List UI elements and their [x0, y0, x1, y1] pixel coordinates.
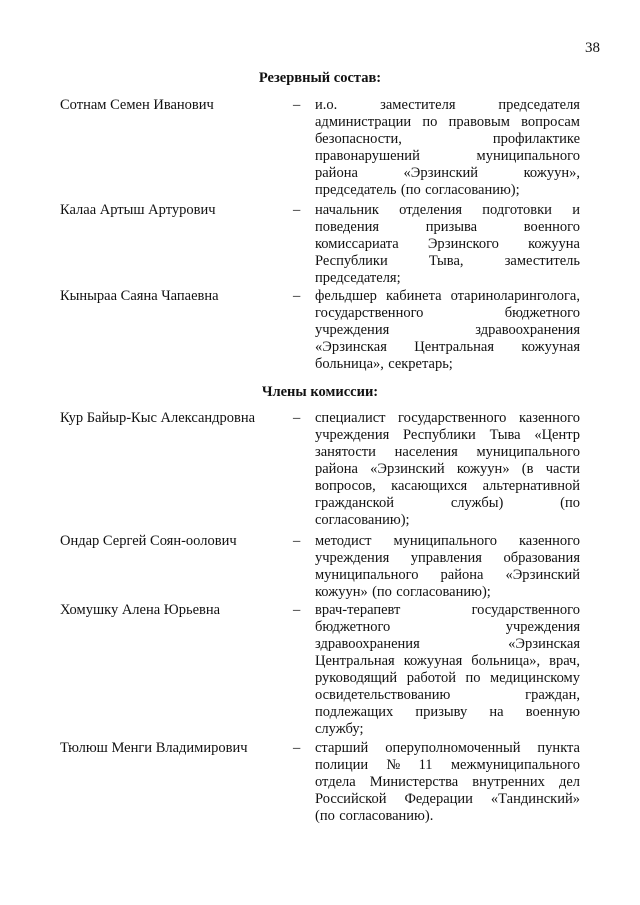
member-name: Кур Байыр-Кыс Александровна [60, 410, 256, 426]
role-line: согласованию); [315, 512, 410, 528]
role-line: полиции № 11 межмуниципального [315, 757, 580, 773]
member-name: Сотнам Семен Иванович [60, 97, 214, 113]
role-line: методист муниципального казенного [315, 533, 580, 549]
entry-dash: – [293, 740, 301, 756]
role-line: Центральная кожууная больница», врач, [315, 653, 580, 669]
entry-dash: – [293, 202, 301, 218]
role-line: безопасности, профилактике [315, 131, 580, 147]
role-line: отдела Министерства внутренних дел [315, 774, 580, 790]
role-line: специалист государственного казенного [315, 410, 580, 426]
entry-dash: – [293, 602, 301, 618]
member-name: Калаа Артыш Артурович [60, 202, 216, 218]
role-line: кожуун» (по согласованию); [315, 584, 491, 600]
role-line: врач-терапевт государственного [315, 602, 580, 618]
member-name: Хомушку Алена Юрьевна [60, 602, 221, 618]
role-line: и.о. заместителя председателя [315, 97, 580, 113]
entry-dash: – [293, 533, 301, 549]
role-line: здравоохранения «Эрзинская [315, 636, 580, 652]
role-line: учреждения Республики Тыва «Центр [315, 427, 580, 443]
role-line: гражданской службы) (по [315, 495, 580, 511]
entry-dash: – [293, 97, 301, 113]
member-name: Ондар Сергей Соян-оолович [60, 533, 237, 549]
role-line: правонарушений муниципального [315, 148, 580, 164]
role-line: председатель (по согласованию); [315, 182, 520, 198]
page-number: 38 [585, 40, 600, 56]
role-line: больница», секретарь; [315, 356, 453, 372]
role-line: (по согласованию). [315, 808, 434, 824]
member-name: Тюлюш Менги Владимирович [60, 740, 248, 756]
role-line: учреждения здравоохранения [315, 322, 580, 338]
entry-dash: – [293, 410, 301, 426]
role-line: района «Эрзинский кожуун» (в части [315, 461, 580, 477]
role-line: района «Эрзинский кожуун», [315, 165, 580, 181]
role-line: старший оперуполномоченный пункта [315, 740, 580, 756]
role-line: комиссариата Эрзинского кожууна [315, 236, 580, 252]
role-line: администрации по правовым вопросам [315, 114, 580, 130]
role-line: освидетельствованию граждан, [315, 687, 580, 703]
role-line: председателя; [315, 270, 401, 286]
role-line: вопросов, касающихся альтернативной [315, 478, 580, 494]
section-heading-reserve: Резервный состав: [258, 70, 382, 86]
role-line: поведения призыва военного [315, 219, 580, 235]
role-line: «Эрзинская Центральная кожууная [315, 339, 580, 355]
role-line: руководящий работой по медицинскому [315, 670, 580, 686]
role-line: начальник отделения подготовки и [315, 202, 580, 218]
role-line: учреждения управления образования [315, 550, 580, 566]
role-line: занятости населения муниципального [315, 444, 580, 460]
role-line: подлежащих призыву на военную [315, 704, 580, 720]
role-line: государственного бюджетного [315, 305, 580, 321]
section-heading-members: Члены комиссии: [261, 384, 379, 400]
role-line: Республики Тыва, заместитель [315, 253, 580, 269]
role-line: муниципального района «Эрзинский [315, 567, 580, 583]
role-line: фельдшер кабинета отариноларинголога, [315, 288, 580, 304]
member-name: Кыныраа Саяна Чапаевна [60, 288, 219, 304]
role-line: службу; [315, 721, 364, 737]
entry-dash: – [293, 288, 301, 304]
role-line: бюджетного учреждения [315, 619, 580, 635]
role-line: Российской Федерации «Тандинский» [315, 791, 580, 807]
